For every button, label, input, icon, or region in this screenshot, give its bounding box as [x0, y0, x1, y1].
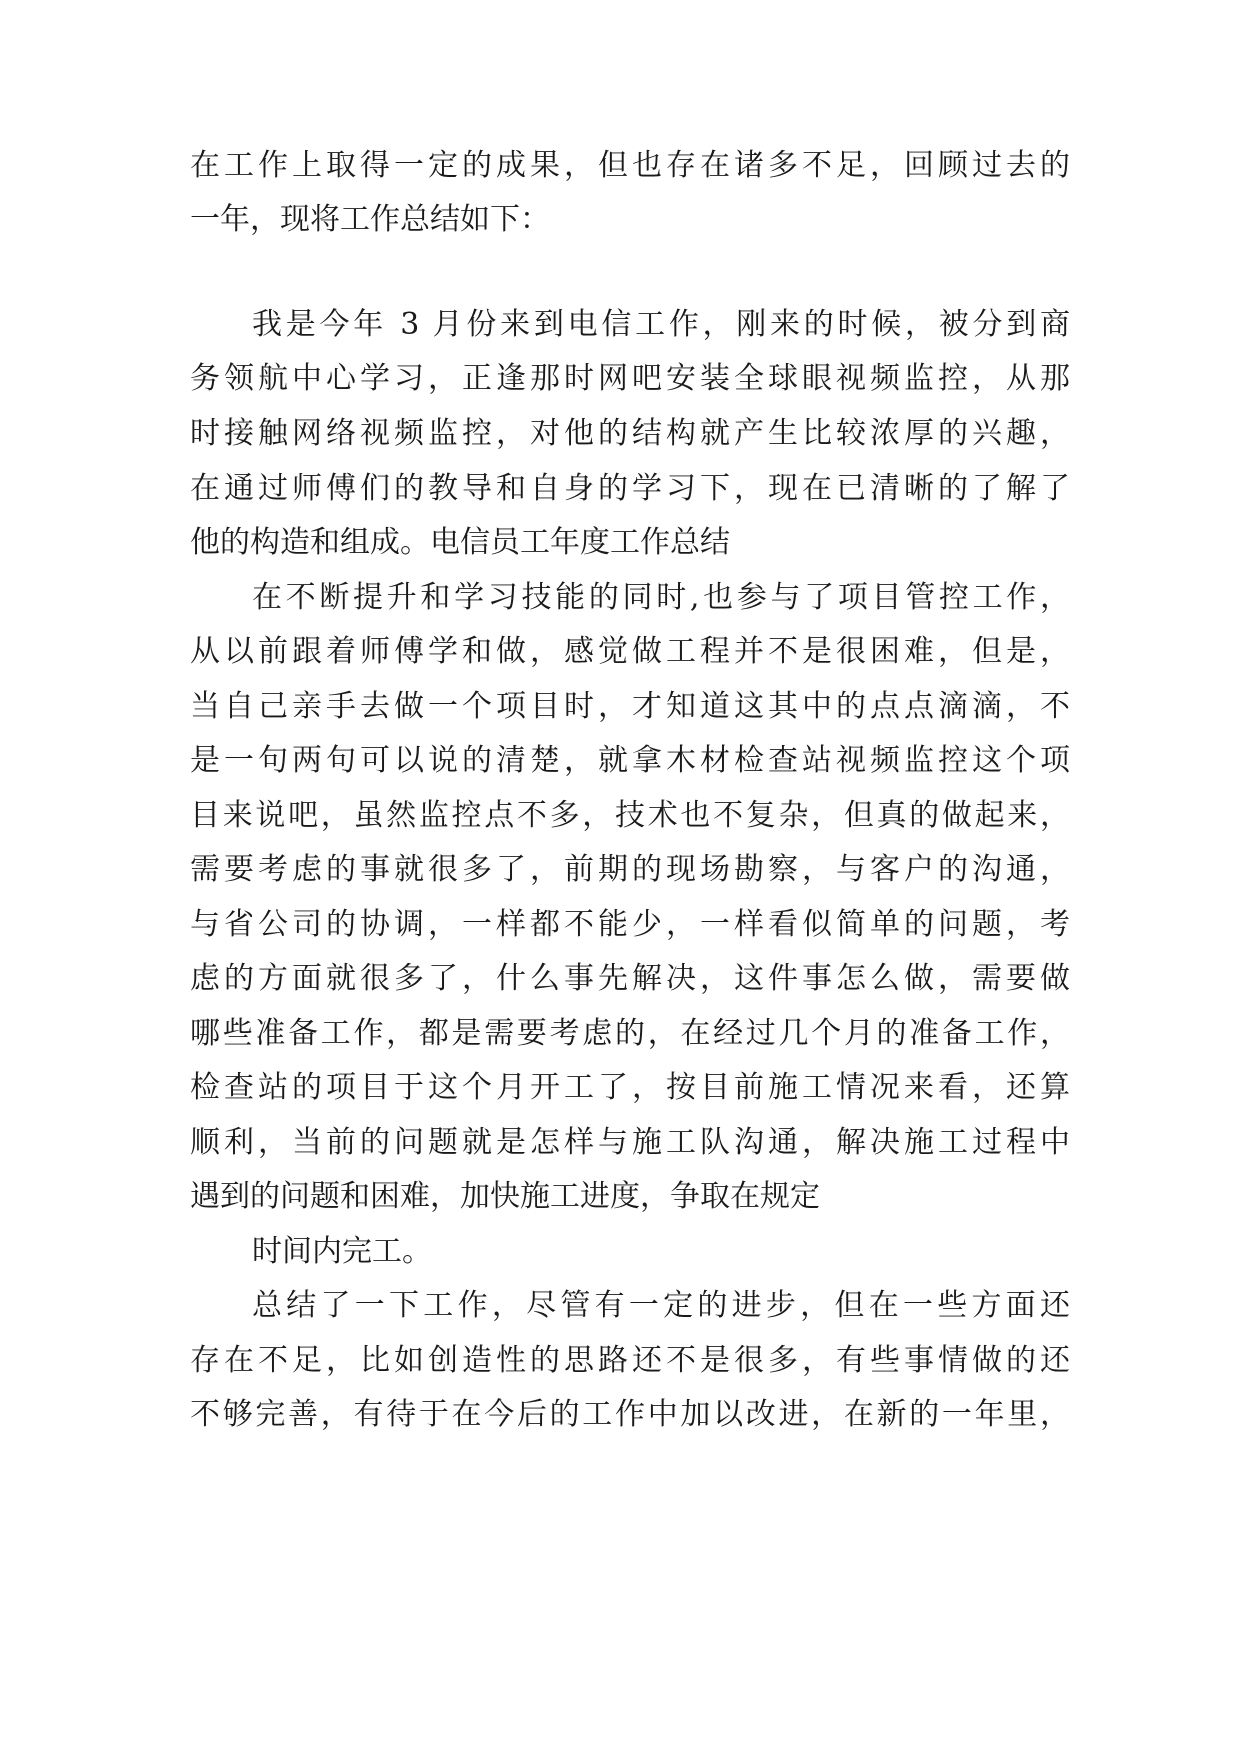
paragraph-line: 存在不足，比如创造性的思路还不是很多，有些事情做的还 [190, 1343, 1070, 1378]
paragraph-line: 目来说吧，虽然监控点不多，技术也不复杂，但真的做起来， [190, 798, 1070, 833]
paragraph-line: 他的构造和组成。电信员工年度工作总结 [190, 525, 730, 560]
paragraph-line: 不够完善，有待于在今后的工作中加以改进，在新的一年里， [190, 1397, 1070, 1432]
paragraph-line: 遇到的问题和困难，加快施工进度，争取在规定 [190, 1179, 820, 1214]
paragraph-line: 从以前跟着师傅学和做，感觉做工程并不是很困难，但是， [190, 634, 1070, 669]
paragraph-line: 需要考虑的事就很多了，前期的现场勘察，与客户的沟通， [190, 852, 1070, 887]
paragraph-line: 是一句两句可以说的清楚，就拿木材检查站视频监控这个项 [190, 743, 1070, 778]
paragraph-line: 检查站的项目于这个月开工了，按目前施工情况来看，还算 [190, 1070, 1070, 1105]
paragraph-line: 总结了一下工作，尽管有一定的进步，但在一些方面还 [252, 1288, 1070, 1323]
paragraph-line: 虑的方面就很多了，什么事先解决，这件事怎么做，需要做 [190, 961, 1070, 996]
paragraph-line: 当自己亲手去做一个项目时，才知道这其中的点点滴滴，不 [190, 689, 1070, 724]
paragraph-line: 务领航中心学习，正逢那时网吧安装全球眼视频监控，从那 [190, 361, 1070, 396]
paragraph-line: 哪些准备工作，都是需要考虑的，在经过几个月的准备工作， [190, 1016, 1070, 1051]
paragraph-line: 在通过师傅们的教导和自身的学习下，现在已清晰的了解了 [190, 471, 1070, 506]
paragraph-line: 在工作上取得一定的成果，但也存在诸多不足，回顾过去的 [190, 148, 1070, 183]
paragraph-line: 顺利，当前的问题就是怎样与施工队沟通，解决施工过程中 [190, 1125, 1070, 1160]
paragraph-line: 与省公司的协调，一样都不能少，一样看似简单的问题，考 [190, 907, 1070, 942]
paragraph-line: 时接触网络视频监控，对他的结构就产生比较浓厚的兴趣， [190, 416, 1070, 451]
paragraph-line: 一年，现将工作总结如下： [190, 202, 550, 237]
paragraph-line: 时间内完工。 [252, 1234, 432, 1269]
paragraph-line: 我是今年 3 月份来到电信工作，刚来的时候，被分到商 [252, 307, 1070, 342]
paragraph-line: 在不断提升和学习技能的同时,也参与了项目管控工作， [252, 580, 1070, 615]
